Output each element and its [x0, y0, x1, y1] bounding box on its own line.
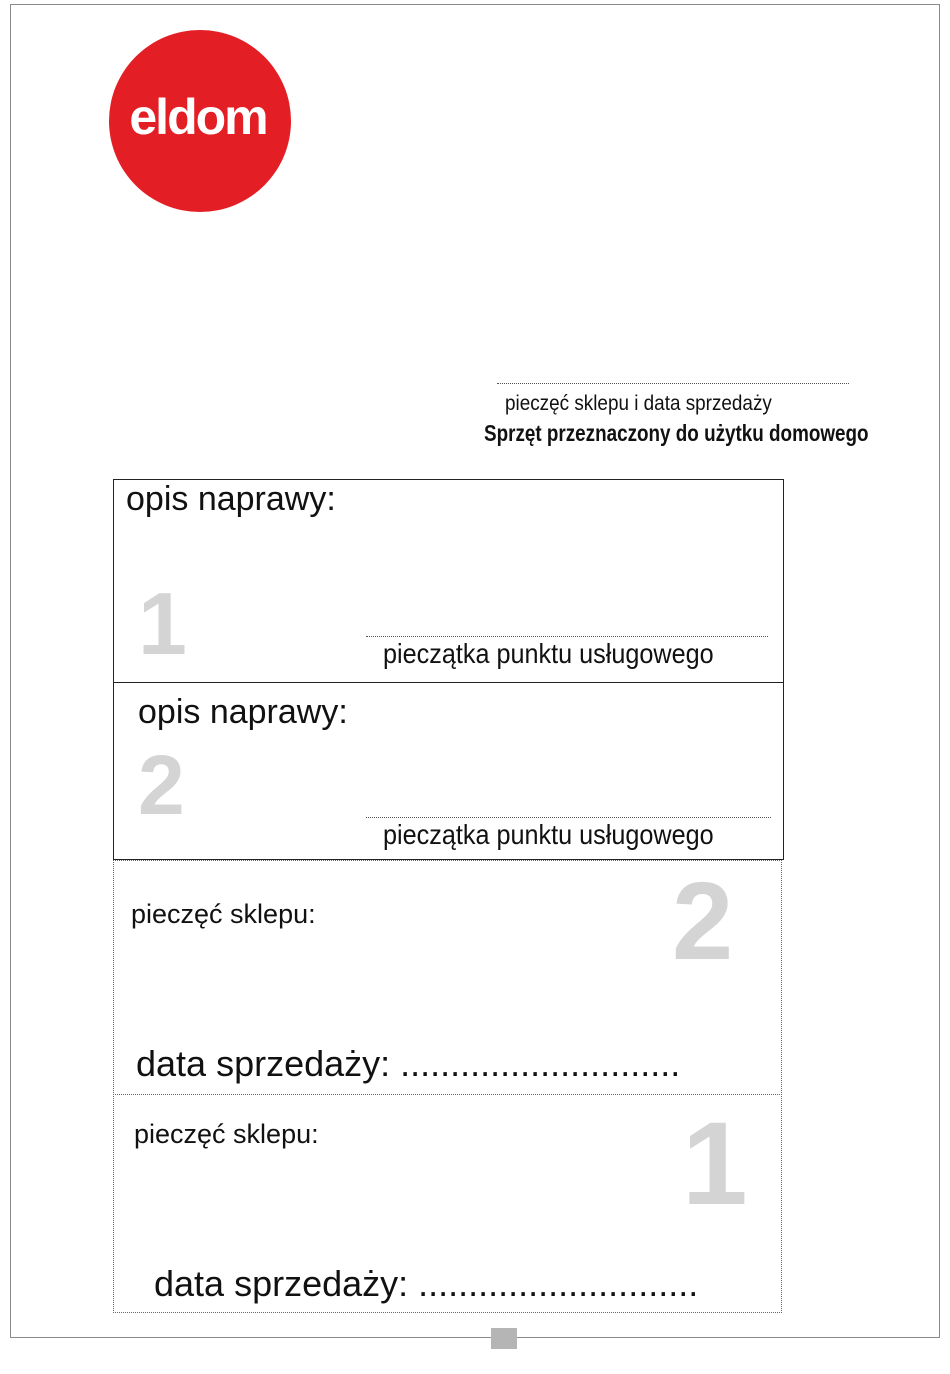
service-point-stamp-label: pieczątka punktu usługowego [383, 819, 714, 850]
household-use-note: Sprzęt przeznaczony do użytku domowego [484, 420, 869, 446]
repair-number: 2 [138, 738, 185, 832]
service-point-stamp-label: pieczątka punktu usługowego [383, 638, 714, 669]
coupon-number: 1 [682, 1098, 748, 1230]
warranty-coupon-2 [113, 860, 782, 1095]
sale-date-field: data sprzedaży: ............................ [154, 1263, 699, 1304]
sale-date-field: data sprzedaży: ............................ [136, 1043, 681, 1084]
eldom-logo [109, 30, 291, 212]
warranty-coupon-1 [113, 1094, 782, 1313]
stamp-date-label: pieczęć sklepu i data sprzedaży [505, 392, 772, 415]
repair-description-label: opis naprawy: [138, 693, 348, 731]
service-stamp-dotted-line [366, 817, 771, 818]
service-stamp-dotted-line [366, 636, 768, 637]
coupon-number: 2 [672, 860, 734, 983]
registration-marker [491, 1328, 517, 1349]
repair-box-2 [113, 682, 784, 860]
logo-text: eldom [129, 89, 267, 145]
repair-description-label: opis naprawy: [126, 480, 336, 518]
stamp-date-dotted-line [497, 383, 849, 384]
repair-box-1 [113, 479, 784, 683]
shop-stamp-label: pieczęć sklepu: [131, 899, 316, 929]
repair-number: 1 [138, 574, 187, 673]
shop-stamp-label: pieczęć sklepu: [134, 1119, 319, 1149]
